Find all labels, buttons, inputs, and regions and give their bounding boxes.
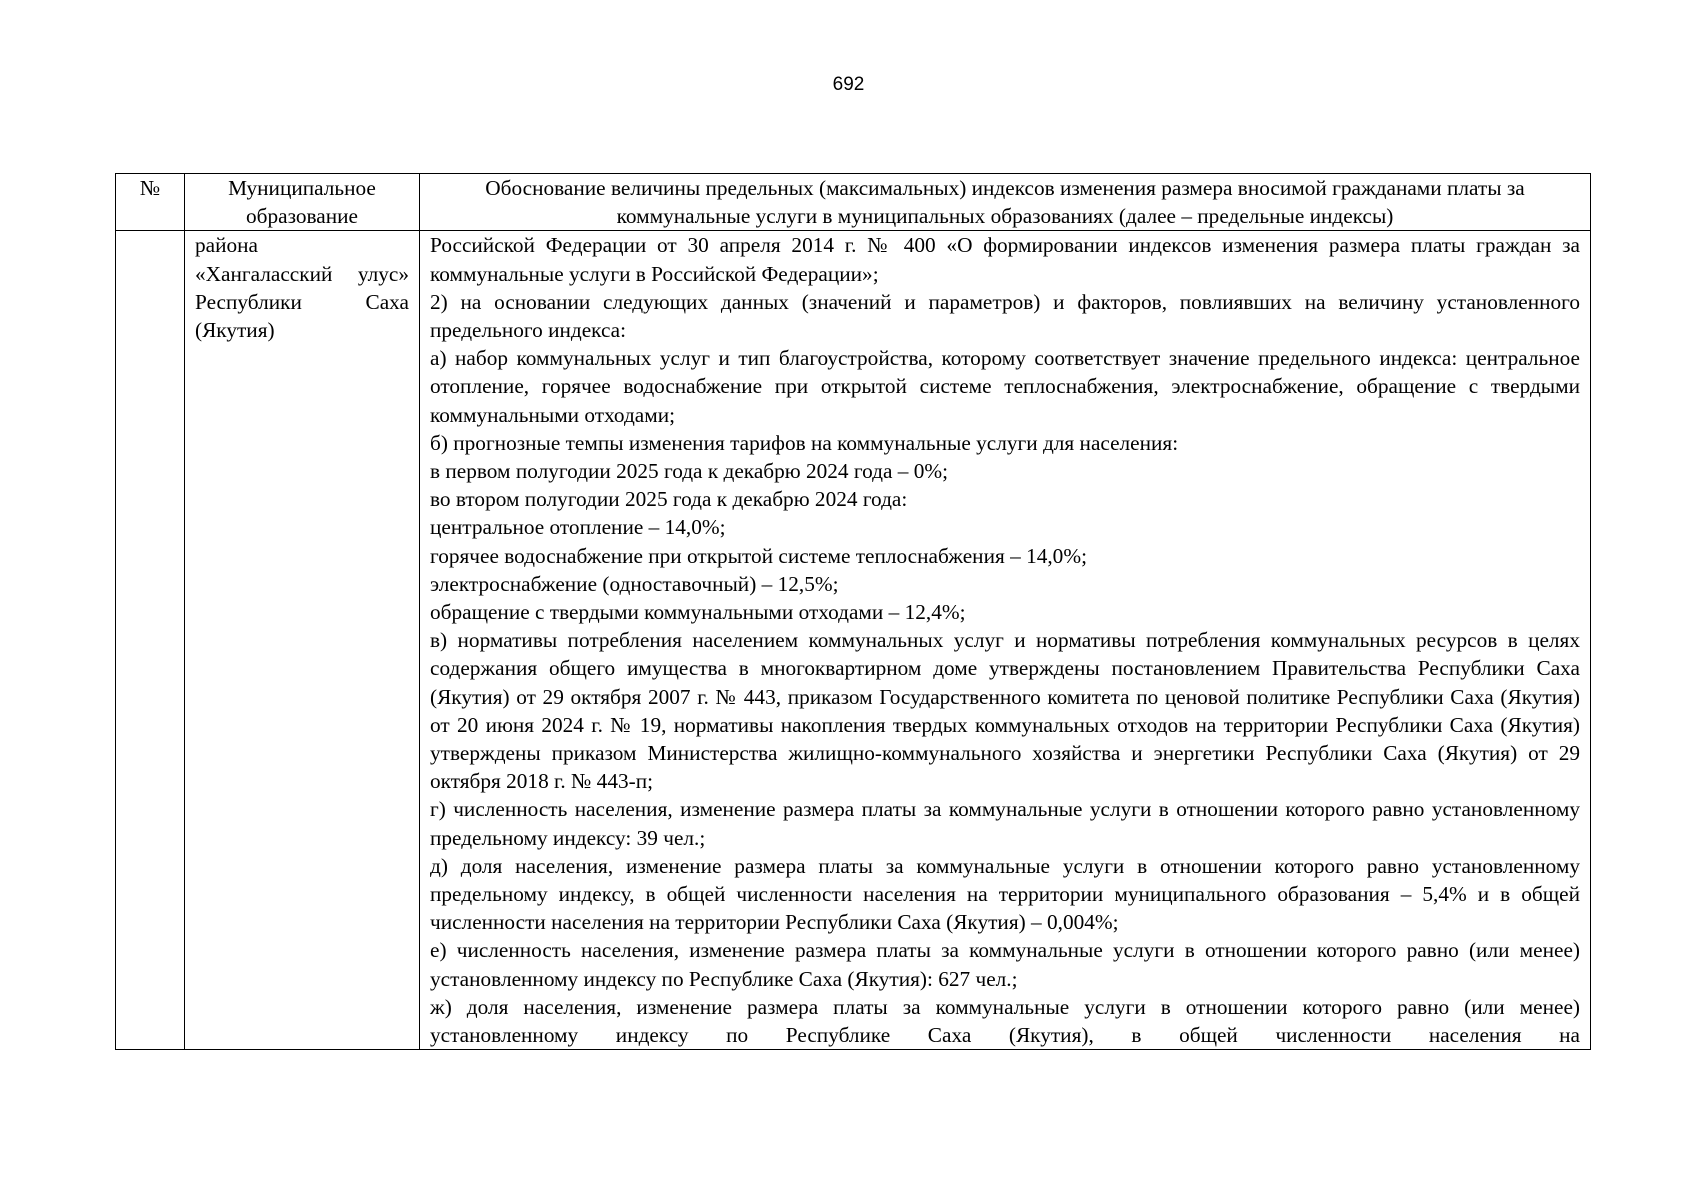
header-number: № <box>116 174 185 231</box>
justification-paragraph: электроснабжение (одноставочный) – 12,5%; <box>430 571 839 596</box>
municipality-line: «Хангаласский улус» <box>195 261 409 286</box>
municipality-line: района <box>195 233 258 258</box>
justification-paragraph: в первом полугодии 2025 года к декабрю 2024 года – 0%; <box>430 459 949 484</box>
table-header-row <box>116 174 1591 231</box>
justification-paragraph: во втором полугодии 2025 года к декабрю 2024 года: <box>430 487 908 512</box>
row-number-cell <box>116 231 185 1050</box>
justification-paragraph: ж) доля населения, изменение размера платы за коммунальные услуги в отношении которого равно (или менее) установленному индексу по Республике Саха (Якутия), в общей численности населения на <box>430 994 1580 1048</box>
justification-cell <box>420 231 1591 1050</box>
justification-paragraph: горячее водоснабжение при открытой системе теплоснабжения – 14,0%; <box>430 543 1087 568</box>
justification-paragraph: е) численность населения, изменение размера платы за коммунальные услуги в отношении которого равно (или менее) установленному индексу по Республике Саха (Якутия): 627 чел.; <box>430 938 1580 991</box>
municipality-cell <box>185 231 420 1050</box>
justification-paragraph: а) набор коммунальных услуг и тип благоустройства, которому соответствует значение предельного индекса: центральное отопление, горячее водоснабжение при открытой системе теплоснабжения, электроснабжение, обращение с твердыми коммунальными отходами; <box>430 346 1580 427</box>
justification-paragraph: обращение с твердыми коммунальными отходами – 12,4%; <box>430 600 966 625</box>
justification-table <box>115 173 1591 1050</box>
justification-paragraph: центральное отопление – 14,0%; <box>430 515 726 540</box>
municipality-line: Республики Саха <box>195 289 409 314</box>
justification-paragraph: г) численность населения, изменение размера платы за коммунальные услуги в отношении которого равно установленному предельному индексу: 39 чел.; <box>430 797 1580 850</box>
table-row <box>116 231 1591 1050</box>
header-municipality: Муниципальное образование <box>185 174 420 231</box>
justification-paragraph: б) прогнозные темпы изменения тарифов на коммунальные услуги для населения: <box>430 430 1179 455</box>
justification-paragraph: в) нормативы потребления населением коммунальных услуг и нормативы потребления коммунальных ресурсов в целях содержания общего имущества в многоквартирном доме утверждены постановлением Правительства Республики Саха (Якутия) от 29 октября 2007 г. № 443, приказом Государственного комитета по ценовой политике Республики Саха (Якутия) от 20 июня 2024 г. № 19, нормативы накопления твердых коммунальных отходов на территории Республики Саха (Якутия) утверждены приказом Министерства жилищно-коммунального хозяйства и энергетики Республики Саха (Якутия) от 29 октября 2018 г. № 443-п; <box>430 628 1580 794</box>
justification-paragraph: д) доля населения, изменение размера платы за коммунальные услуги в отношении которого равно установленному предельному индексу, в общей численности населения на территории муниципального образования – 5,4% и в общей численности населения на территории Республики Саха (Якутия) – 0,004%; <box>430 853 1580 935</box>
header-justification: Обоснование величины предельных (максимальных) индексов изменения размера вносимой гражданами платы за коммунальные услуги в муниципальных образованиях (далее – предельные индексы) <box>420 174 1591 231</box>
municipality-line: (Якутия) <box>195 318 275 343</box>
justification-paragraph: Российской Федерации от 30 апреля 2014 г. № 400 «О формировании индексов изменения размера платы граждан за коммунальные услуги в Российской Федерации»; <box>430 233 1580 286</box>
justification-paragraph: 2) на основании следующих данных (значений и параметров) и факторов, повлиявших на величину установленного предельного индекса: <box>430 289 1580 343</box>
page-number: 692 <box>832 74 865 95</box>
